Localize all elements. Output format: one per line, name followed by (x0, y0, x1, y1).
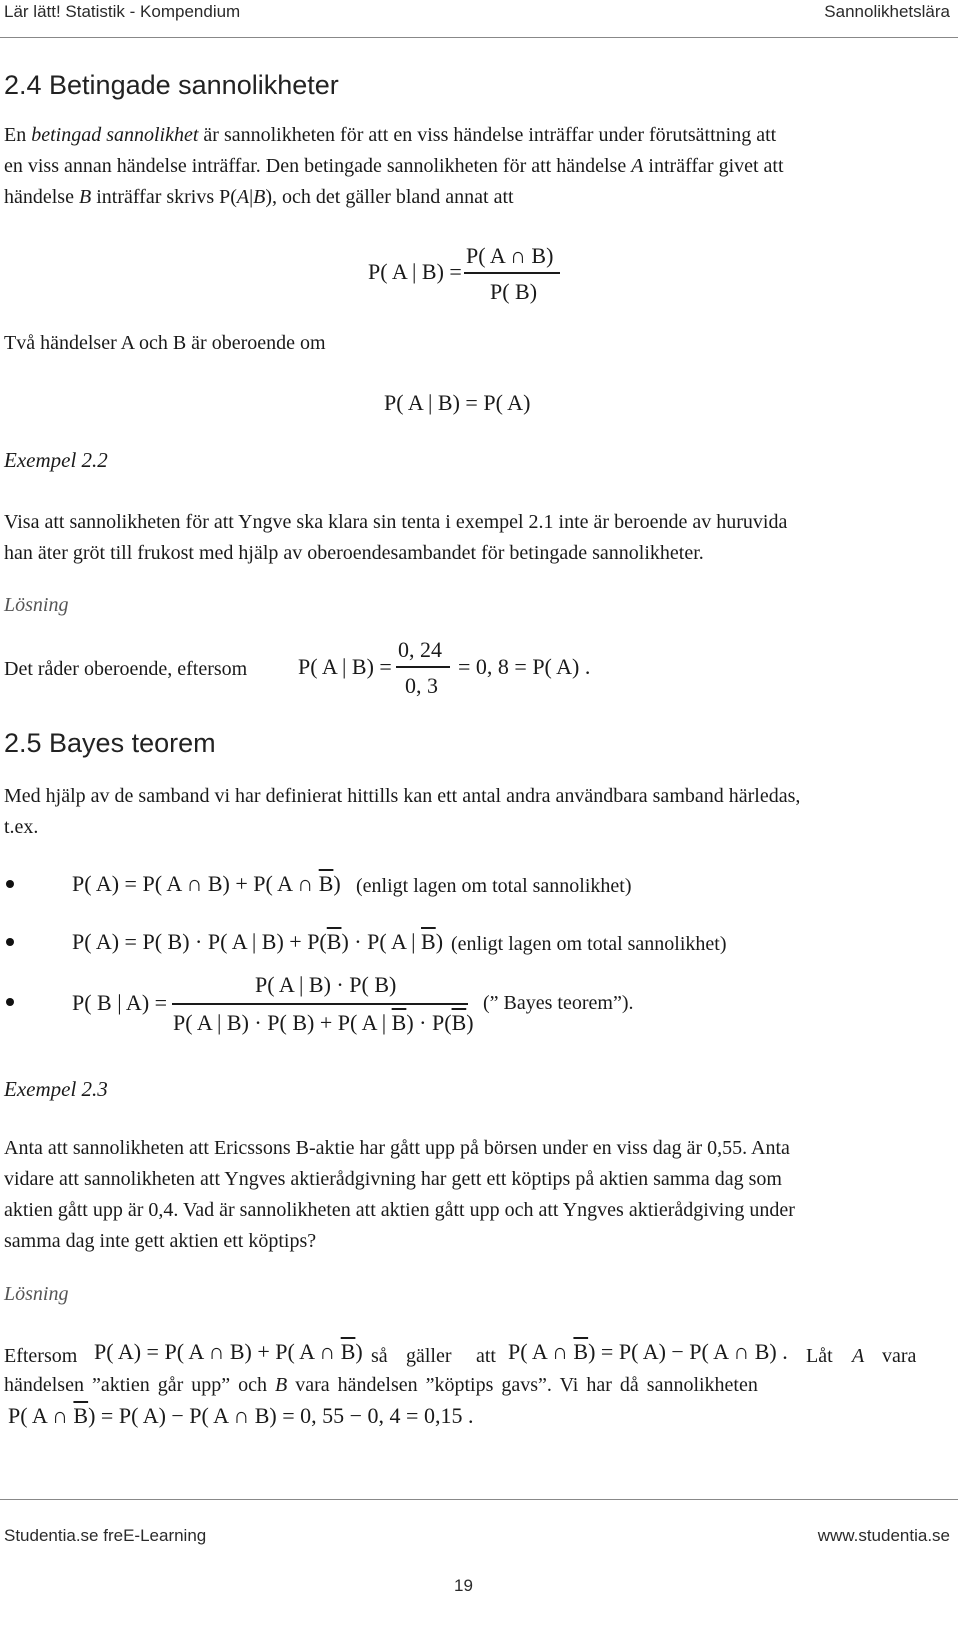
bullet-icon (6, 880, 14, 888)
solution-denominator: 0, 3 (405, 673, 438, 698)
solution-var-a: A (852, 1345, 865, 1367)
solution-word-lat: Låt (806, 1345, 833, 1367)
bayes-numerator: P( A | B) · P( B) (255, 972, 397, 997)
solution-result: P( A ∩ $\overline{B}) = P$( A) − P( A ∩ B) = 0, 55 − 0, 4 = 0,15 . (8, 1403, 474, 1428)
example-line: vidare att sannolikheten att Yngves aktierådgivning har gett ett köptips på aktien samma dag som (4, 1168, 782, 1190)
solution-numerator: 0, 24 (398, 637, 442, 662)
example-label-2-2: Exempel 2.2 (4, 448, 108, 472)
section-title-2-4: 2.4 Betingade sannolikheter (4, 70, 339, 100)
intro-line: t.ex. (4, 816, 39, 838)
solution-word-vara: vara (882, 1345, 917, 1367)
intro-line-3: händelse B inträffar skrivs P(A|B), och det gäller bland annat att (4, 186, 514, 208)
formula-total-probability-1: P( A) = P( A ∩ B) + P( A ∩ $\overline{B}$) (72, 871, 341, 896)
intro-line-2: en viss annan händelse inträffar. Den betingade sannolikheten för att händelse A inträffar givet att (4, 155, 784, 177)
example-line: Anta att sannolikheten att Ericssons B-aktie har gått upp på börsen under en viss dag är 0,55. Anta (4, 1137, 790, 1159)
example-line: samma dag inte gett aktien ett köptips? (4, 1230, 317, 1252)
solution-word-eftersom: Eftersom (4, 1345, 78, 1367)
solution-label: Lösning (4, 1283, 69, 1305)
formula-conditional-numerator: P( A ∩ B) (466, 243, 554, 268)
solution-lhs: P( A | B) = (298, 654, 392, 679)
independence-text: Två händelser A och B är oberoende om (4, 332, 326, 354)
section-title-2-5: 2.5 Bayes teorem (4, 728, 216, 758)
intro-paragraph (4, 120, 784, 213)
formula-total-probability-2: P( A) = P( B) · P( A | $B) + P(\overline{B}) \cdot P$( A | $\overline{B}$) (72, 929, 444, 954)
solution-formula-2: P( A ∩ $\overline{B}) = P$( A) − P( A ∩ B) . (508, 1339, 788, 1364)
example-text-2-3 (4, 1133, 795, 1257)
solution-word-sa: så (371, 1345, 388, 1367)
solution-word-galler: gäller (406, 1345, 452, 1367)
example-line: han äter gröt till frukost med hjälp av oberoendesambandet för betingade sannolikheter. (4, 542, 704, 564)
formula-independence: P( A | B) = P( A) (384, 390, 531, 415)
header-chapter: Sannolikhetslära (824, 2, 950, 21)
example-label-2-3: Exempel 2.3 (4, 1077, 108, 1101)
solution-rhs: = 0, 8 = P( A) . (458, 654, 591, 679)
header-rule (0, 37, 958, 38)
bullet-icon (6, 938, 14, 946)
bayes-lhs: P( B | A) = (72, 990, 168, 1015)
bayes-denominator: P( A | B) · P( B) + P( A | $\overline{B}) \cdot P(\overline{B})$ (173, 1010, 474, 1035)
fraction-line (464, 272, 560, 274)
note-total-probability-2: (enligt lagen om total sannolikhet) (451, 933, 727, 955)
solution-word-att: att (476, 1345, 496, 1367)
bullet-icon (6, 998, 14, 1006)
solution-line-2: händelsen ”aktien går upp” och B vara händelsen ”köptips gavs”. Vi har då sannolikheten (4, 1374, 758, 1396)
footer-rule (0, 1499, 958, 1500)
example-text-2-2 (4, 507, 787, 569)
fraction-line (396, 666, 450, 668)
bayes-intro (4, 781, 800, 843)
formula-conditional-denominator: P( B) (490, 279, 538, 304)
fraction-line (172, 1003, 468, 1005)
example-line: aktien gått upp är 0,4. Vad är sannolikheten att aktien gått upp och att Yngves aktierådgiving under (4, 1199, 795, 1221)
footer-url[interactable]: www.studentia.se (817, 1526, 950, 1545)
intro-line-1: En betingad sannolikhet är sannolikheten för att en viss händelse inträffar under förutsättning att (4, 124, 777, 146)
bayes-note: (” Bayes teorem”). (483, 992, 634, 1014)
note-total-probability-1: (enligt lagen om total sannolikhet) (356, 875, 632, 897)
footer-brand: Studentia.se freE-Learning (4, 1526, 207, 1545)
solution-text: Det råder oberoende, eftersom (4, 658, 248, 680)
example-line: Visa att sannolikheten för att Yngve ska klara sin tenta i exempel 2.1 inte är beroende av huruvida (4, 511, 788, 533)
formula-conditional-lhs: P( A | B) = (368, 259, 462, 284)
header-title: Lär lätt! Statistik - Kompendium (4, 2, 241, 21)
solution-formula-1: P( A) = P( A ∩ B) + P( A ∩ $\overline{B}$) (94, 1339, 363, 1364)
intro-line: Med hjälp av de samband vi har definierat hittills kan ett antal andra användbara samband härledas, (4, 785, 801, 807)
page-number: 19 (454, 1576, 473, 1595)
solution-label: Lösning (4, 594, 69, 616)
